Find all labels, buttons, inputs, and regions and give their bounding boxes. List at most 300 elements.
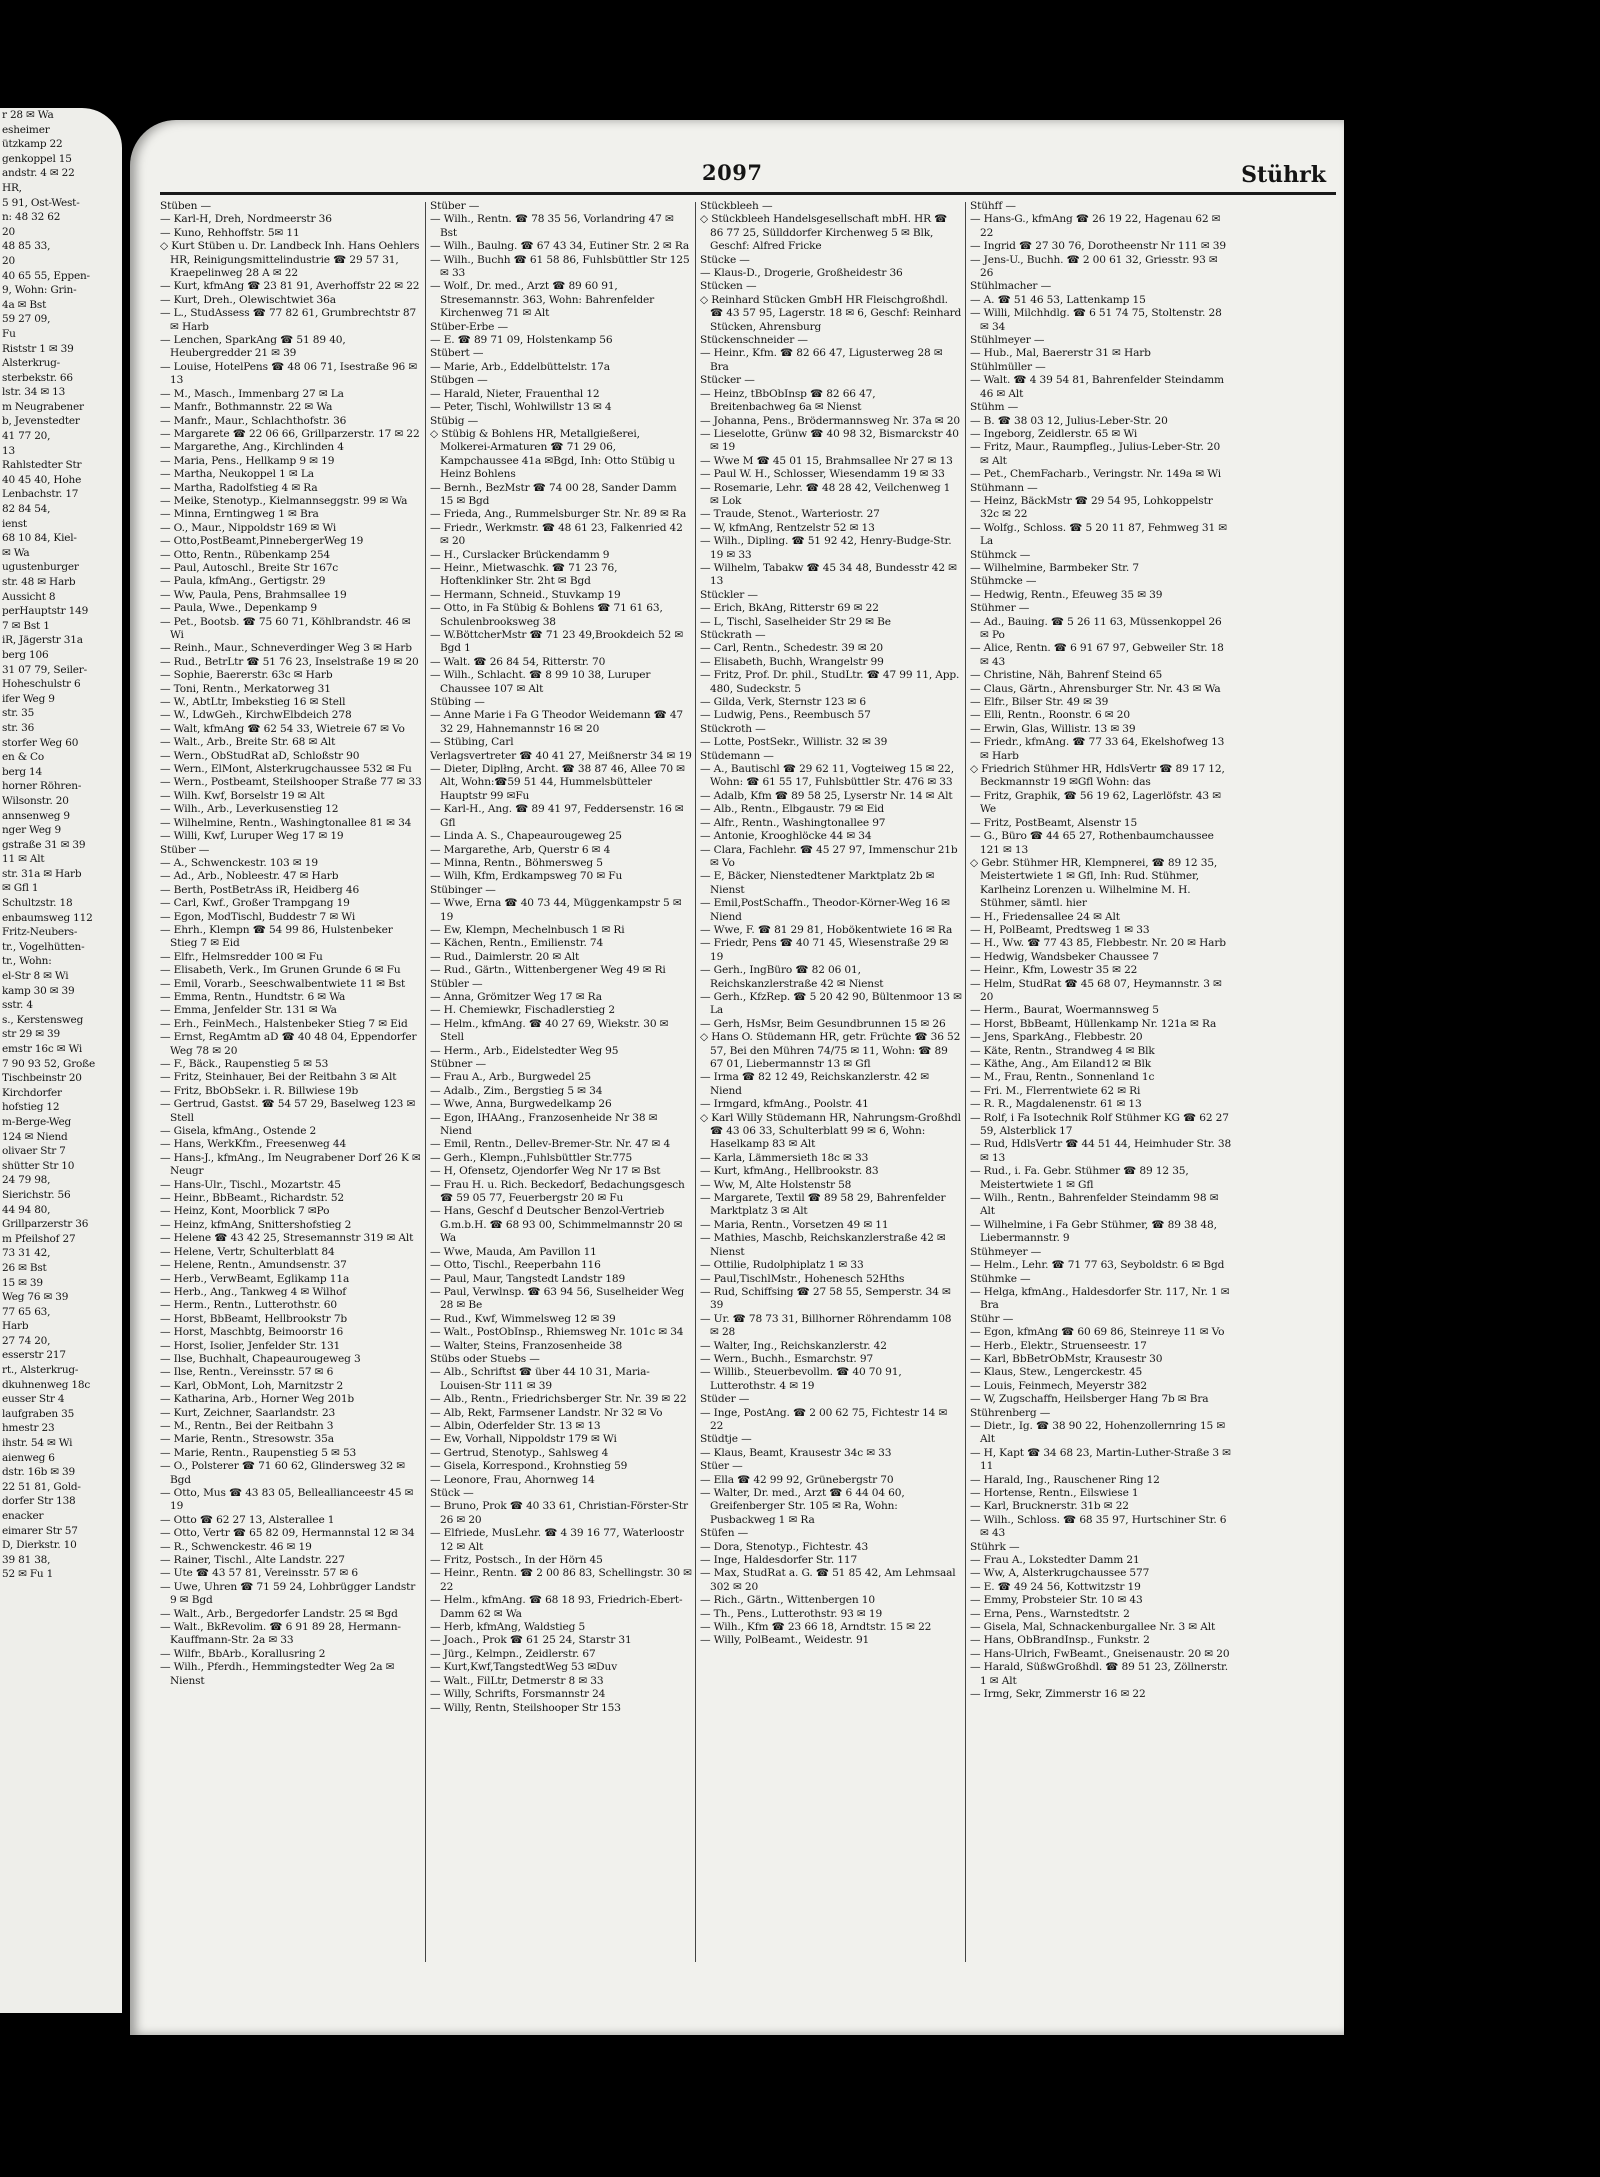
surname-heading: Stüfen — xyxy=(700,1527,749,1540)
left-page-line: enbaumsweg 112 xyxy=(2,911,93,924)
directory-entry: — Clara, Fachlehr. ☎ 45 27 97, Immenschur 21b ✉ Vo xyxy=(700,843,958,869)
directory-entry: — Herb, kfmAng, Waldstieg 5 xyxy=(430,1621,586,1634)
directory-entry: — Willib., Steuerbevollm. ☎ 40 70 91, Lutterothstr. 4 ✉ 19 xyxy=(700,1366,902,1392)
directory-entry: — Walt. ☎ 4 39 54 81, Bahrenfelder Steindamm 46 ✉ Alt xyxy=(970,374,1224,400)
directory-entry: — Wern., Postbeamt, Steilshooper Straße 77 ✉ 33 xyxy=(160,776,422,789)
left-page-line: 15 ✉ 39 xyxy=(2,1276,43,1289)
directory-entry: — Wilh., Arb., Leverkusenstieg 12 xyxy=(160,803,339,816)
left-page-line: m Neugrabener xyxy=(2,400,84,413)
surname-heading: Stückrath — xyxy=(700,629,766,641)
surname-heading: Stühmeyer — xyxy=(970,1245,1042,1258)
directory-entry: — Alb., Schriftst ☎ über 44 10 31, Maria-Louisen-Str 111 ✉ 39 xyxy=(430,1366,650,1392)
left-page-line: Kirchdorfer xyxy=(2,1086,62,1099)
left-page-line: 124 ✉ Niend xyxy=(2,1130,68,1143)
directory-entry: — Bernh., BezMstr ☎ 74 00 28, Sander Damm 15 ✉ Bgd xyxy=(430,481,677,507)
directory-entry: — Marie, Rentn., Raupenstieg 5 ✉ 53 xyxy=(160,1446,357,1459)
directory-entry: — Lieselotte, Grünw ☎ 40 98 32, Bismarckstr 40 ✉ 19 xyxy=(700,427,959,454)
left-page-line: genkoppel 15 xyxy=(2,152,72,165)
directory-entry: — E. ☎ 49 24 56, Kottwitzstr 19 xyxy=(970,1580,1141,1593)
left-page-line: horner Röhren- xyxy=(2,780,82,793)
left-page-line: storfer Weg 60 xyxy=(2,736,79,749)
left-page-line: 9, Wohn: Grin- xyxy=(2,284,77,297)
directory-entry: — A. ☎ 51 46 53, Lattenkamp 15 xyxy=(970,293,1146,306)
left-page-line: s., Kerstensweg xyxy=(2,1013,84,1026)
directory-entry: — Gerh, HsMsr, Beim Gesundbrunnen 15 ✉ 26 xyxy=(700,1017,946,1030)
left-page-line: 73 31 42, xyxy=(2,1247,51,1260)
directory-entry: — Linda A. S., Chapeaurougeweg 25 xyxy=(430,830,622,843)
directory-entry: — Elfriede, MusLehr. ☎ 4 39 16 77, Waterloostr 12 ✉ Alt xyxy=(430,1527,684,1553)
directory-entry: — Wilhelmine, i Fa Gebr Stühmer, ☎ 89 38 48, Liebermannstr. 9 xyxy=(970,1218,1217,1245)
left-page-line: berg 14 xyxy=(2,765,42,778)
directory-entry: — Ww, A, Alsterkrugchaussee 577 xyxy=(970,1567,1150,1580)
surname-heading: Stühm — xyxy=(970,401,1019,414)
directory-entry: — Rud, Schiffsing ☎ 27 58 55, Semperstr. 34 ✉ 39 xyxy=(700,1285,951,1312)
left-page-line: 41 77 20, xyxy=(2,430,51,443)
left-page-line: str. 35 xyxy=(2,707,35,720)
surname-heading: Stübgen — xyxy=(430,374,488,387)
directory-entry: — Fritz, Maur., Raumpfleg., Julius-Leber-Str. 20 ✉ Alt xyxy=(970,441,1221,467)
directory-entry: — Frau A., Lokstedter Damm 21 xyxy=(970,1554,1140,1567)
directory-entry: — Adalb, Kfm ☎ 89 58 25, Lyserstr Nr. 14 ✉ Alt xyxy=(700,789,953,802)
surname-heading: Stücke — xyxy=(700,253,750,266)
left-page-line: 48 85 33, xyxy=(2,240,51,253)
directory-entry: — Paul, Verwlnsp. ☎ 63 94 56, Suselheider Weg 28 ✉ Be xyxy=(430,1285,685,1312)
directory-entry: — Horst, BbBeamt, Hüllenkamp Nr. 121a ✉ Ra xyxy=(970,1017,1217,1030)
directory-entry: — Walt., PostObInsp., Rhiemsweg Nr. 101c ✉ 34 xyxy=(430,1326,684,1339)
directory-entry: — Martha, Radolfstieg 4 ✉ Ra xyxy=(160,481,318,494)
directory-entry: — Ehrh., Klempn ☎ 54 99 86, Hulstenbeker Stieg 7 ✉ Eid xyxy=(160,923,393,950)
left-page-line: str. 48 ✉ Harb xyxy=(2,576,76,588)
directory-entry: — Margarete ☎ 22 06 66, Grillparzerstr. 17 ✉ 22 xyxy=(160,427,420,440)
directory-entry: — Louis, Feinmech, Meyerstr 382 xyxy=(970,1379,1147,1392)
directory-entry: — Wilh, Kfm, Erdkampsweg 70 ✉ Fu xyxy=(430,870,623,883)
left-page-line: kamp 30 ✉ 39 xyxy=(2,984,75,997)
directory-entry: — Wilfr., BbArb., Korallusring 2 xyxy=(160,1647,326,1660)
directory-entry: — Paul, Autoschl., Breite Str 167c xyxy=(160,561,339,574)
directory-entry: — Frieda, Ang., Rummelsburger Str. Nr. 89 ✉ Ra xyxy=(430,508,687,521)
directory-entry: — Ludwig, Pens., Reembusch 57 xyxy=(700,709,871,722)
left-page-line: 20 xyxy=(2,225,15,238)
left-page-line: Fritz-Neubers- xyxy=(2,926,78,939)
directory-entry: — H., Friedensallee 24 ✉ Alt xyxy=(970,910,1120,923)
left-page-line: ✉ Wa xyxy=(2,546,30,559)
surname-heading: Stübert — xyxy=(430,347,484,360)
left-page-line: Aussicht 8 xyxy=(2,590,56,603)
directory-entry: — Emma, Jenfelder Str. 131 ✉ Wa xyxy=(160,1004,337,1017)
directory-entry: — M., Rentn., Bei der Reitbahn 3 xyxy=(160,1419,334,1432)
left-page-line: hofstieg 12 xyxy=(2,1101,60,1114)
directory-entry: — Ottilie, Rudolphiplatz 1 ✉ 33 xyxy=(700,1259,864,1272)
directory-entry: — Rud., Kwf, Wimmelsweg 12 ✉ 39 xyxy=(430,1312,616,1325)
directory-entry: — Kächen, Rentn., Emilienstr. 74 xyxy=(430,937,604,950)
directory-entry: — Helm., Lehr. ☎ 71 77 63, Seyboldstr. 6 ✉ Bgd xyxy=(970,1259,1225,1272)
directory-entry: — Helm., kfmAng. ☎ 68 18 93, Friedrich-Ebert-Damm 62 ✉ Wa xyxy=(430,1594,683,1620)
column-divider xyxy=(965,202,966,1962)
directory-entry: — Heinz, Kont, Moorblick 7 ✉Po xyxy=(160,1205,330,1218)
directory-entry: — Helm., kfmAng. ☎ 40 27 69, Wiekstr. 30 ✉ Stell xyxy=(430,1017,669,1044)
left-page-line: en & Co xyxy=(2,751,44,764)
page-headword: Stührk xyxy=(1241,162,1326,188)
surname-heading: Stüber — xyxy=(430,200,480,212)
left-page-line: 7 ✉ Bst 1 xyxy=(2,619,50,632)
directory-entry: — Alfr., Rentn., Washingtonallee 97 xyxy=(700,816,886,829)
directory-entry: — Horst, BbBeamt, Hellbrookstr 7b xyxy=(160,1312,348,1325)
directory-column-2 xyxy=(430,200,692,1960)
directory-entry: — Sophie, Baererstr. 63c ✉ Harb xyxy=(160,669,333,682)
directory-entry: — Erwin, Glas, Willistr. 13 ✉ 39 xyxy=(970,722,1136,735)
directory-entry: — Hans-Ulr., Tischl., Mozartstr. 45 xyxy=(160,1178,341,1191)
directory-entry: — Horst, Maschbtg, Beimoorstr 16 xyxy=(160,1326,344,1339)
left-page-line: el-Str 8 ✉ Wi xyxy=(2,970,69,983)
left-page-line: tr., Vogelhütten- xyxy=(2,940,85,953)
directory-entry: — E, Bäcker, Nienstedtener Marktplatz 2b ✉ Nienst xyxy=(700,870,935,896)
directory-entry: — Dietr., Ig. ☎ 38 90 22, Hohenzollernring 15 ✉ Alt xyxy=(970,1419,1226,1446)
directory-entry: — Lotte, PostSekr., Willistr. 32 ✉ 39 xyxy=(700,736,888,749)
directory-entry: — Fritz, PostBeamt, Alsenstr 15 xyxy=(970,816,1138,829)
directory-entry: — Willy, Rentn, Steilshooper Str 153 xyxy=(430,1701,621,1714)
directory-entry: — Rolf, i Fa Isotechnik Rolf Stühmer KG ☎ 62 27 59, Alsterblick 17 xyxy=(970,1111,1229,1138)
directory-entry: — Joach., Prok ☎ 61 25 24, Starstr 31 xyxy=(430,1634,632,1647)
directory-entry: — Wilhelm, Tabakw ☎ 45 34 48, Bundesstr 42 ✉13 xyxy=(700,561,957,588)
directory-entry: — Wwe, F. ☎ 81 29 81, Hobökentwiete 16 ✉ Ra xyxy=(700,923,953,936)
directory-page xyxy=(130,120,1344,2035)
left-page-line: n: 48 32 62 xyxy=(2,211,61,224)
directory-entry: ◇ Friedrich Stühmer HR, HdlsVertr ☎ 89 17 12, Beckmannstr 19 ✉Gfl Wohn: das xyxy=(970,763,1225,789)
directory-entry: — Emil, Rentn., Dellev-Bremer-Str. Nr. 47 ✉ 4 xyxy=(430,1138,671,1151)
directory-entry: — Inge, PostAng. ☎ 2 00 62 75, Fichtestr 14 ✉ 22 xyxy=(700,1406,948,1432)
directory-entry: — Irmg, Sekr, Zimmerstr 16 ✉ 22 xyxy=(970,1688,1146,1701)
left-page-line: dkuhnenweg 18c xyxy=(2,1378,91,1391)
left-page-line: 20 xyxy=(2,254,15,267)
left-page-line: iR, Jägerstr 31a xyxy=(2,634,83,647)
directory-entry: — Paula, kfmAng., Gertigstr. 29 xyxy=(160,575,326,588)
surname-heading: Stückroth — xyxy=(700,722,766,735)
header-rule xyxy=(160,192,1336,195)
directory-entry: — Helene ☎ 43 42 25, Stresemannstr 319 ✉ Alt xyxy=(160,1232,414,1245)
left-page-line: perHauptstr 149 xyxy=(2,605,89,618)
directory-entry: — Egon, kfmAng ☎ 60 69 86, Steinreye 11 ✉ Vo xyxy=(970,1326,1225,1339)
page-number: 2097 xyxy=(702,160,763,185)
left-page-line: aienweg 6 xyxy=(2,1451,55,1464)
directory-entry: — Gertrud, Gastst. ☎ 54 57 29, Baselweg 123 ✉ Stell xyxy=(160,1098,416,1124)
directory-entry: — Elisabeth, Verk., Im Grunen Grunde 6 ✉ Fu xyxy=(160,964,401,977)
directory-entry: — Egon, IHAAng., Franzosenheide Nr 38 ✉ Niend xyxy=(430,1111,658,1138)
left-page-line: nger Weg 9 xyxy=(2,824,61,837)
directory-entry: — Wolfg., Schloss. ☎ 5 20 11 87, Fehmweg 31 ✉ La xyxy=(970,521,1228,548)
surname-heading: Stübinger — xyxy=(430,883,496,896)
left-page-line: b, Jevenstedter xyxy=(2,415,80,428)
left-page-line: Weg 76 ✉ 39 xyxy=(2,1291,69,1304)
directory-entry: — Jens-U., Buchh. ☎ 2 00 61 32, Griesstr. 93 ✉ 26 xyxy=(970,253,1218,280)
directory-entry: ◇ Stückbleeh Handelsgesellschaft mbH. HR ☎ 86 77 25, Süllddorfer Kirchenweg 5 ✉ Blk, Geschf: Alfred Fricke xyxy=(700,213,948,253)
directory-entry: — R., Schwenckestr. 46 ✉ 19 xyxy=(160,1540,312,1553)
directory-entry: — Helm, StudRat ☎ 45 68 07, Heymannstr. 3 ✉ 20 xyxy=(970,977,1222,1003)
directory-entry: — Wilh., Rentn. ☎ 78 35 56, Vorlandring 47 ✉ Bst xyxy=(430,213,674,239)
directory-entry: — Käte, Rentn., Strandweg 4 ✉ Blk xyxy=(970,1044,1155,1057)
directory-entry: — Max, StudRat a. G. ☎ 51 85 42, Am Lehmsaal 302 ✉ 20 xyxy=(700,1567,956,1593)
left-page-line: Fu xyxy=(2,327,16,340)
directory-entry: — A., Bautischl ☎ 29 62 11, Vogteiweg 15 ✉ 22, Wohn: ☎ 61 55 17, Fuhlsbüttler Str. 476 ✉ 33 xyxy=(700,763,954,789)
directory-entry: — Gertrud, Stenotyp., Sahlsweg 4 xyxy=(430,1446,609,1459)
directory-entry: — Fritz, Postsch., In der Hörn 45 xyxy=(430,1554,603,1567)
directory-entry: — Anna, Grömitzer Weg 17 ✉ Ra xyxy=(430,990,602,1003)
directory-entry: — Friedr., Werkmstr. ☎ 48 61 23, Falkenried 42 ✉ 20 xyxy=(430,521,683,548)
directory-entry: — Marie, Rentn., Stresowstr. 35a xyxy=(160,1433,334,1446)
directory-entry: — Heinz, kfmAng, Snittershofstieg 2 xyxy=(160,1218,352,1231)
left-page-line: lstr. 34 ✉ 13 xyxy=(2,386,66,399)
directory-entry: — Irma ☎ 82 12 49, Reichskanzlerstr. 42 ✉ Niend xyxy=(700,1071,930,1097)
surname-heading: Stübs oder Stuebs — xyxy=(430,1352,540,1365)
directory-entry: — Wolf., Dr. med., Arzt ☎ 89 60 91, Stresemannstr. 363, Wohn: Bahrenfelder Kirchenweg 71 ✉ Alt xyxy=(430,280,655,320)
left-page-line: Grillparzerstr 36 xyxy=(2,1218,89,1231)
surname-heading: Stückler — xyxy=(700,588,758,601)
left-page-line: HR, xyxy=(2,181,22,194)
directory-entry: — Paul,TischlMstr., Hohenesch 52Hths xyxy=(700,1272,905,1285)
left-page-line: shütter Str 10 xyxy=(2,1159,75,1172)
directory-entry: — Hans, ObBrandInsp., Funkstr. 2 xyxy=(970,1634,1150,1647)
surname-heading: Stücken — xyxy=(700,280,757,293)
directory-entry: — Minna, Erntingweg 1 ✉ Bra xyxy=(160,508,319,521)
left-page-line: Hoheschulstr 6 xyxy=(2,678,81,691)
directory-entry: — Pet., Bootsb. ☎ 75 60 71, Köhlbrandstr. 46 ✉ Wi xyxy=(160,615,411,641)
directory-entry: — Ad., Bauing. ☎ 5 26 11 63, Müssenkoppel 26 ✉ Po xyxy=(970,615,1222,641)
left-page-line: enacker xyxy=(2,1510,44,1522)
directory-column-1 xyxy=(160,200,422,1960)
directory-entry: — Rud., Gärtn., Wittenbergener Weg 49 ✉ Ri xyxy=(430,964,666,977)
directory-column-4 xyxy=(970,200,1232,1960)
surname-heading: Stührk — xyxy=(970,1540,1020,1553)
directory-entry: — Gisela, Mal, Schnackenburgallee Nr. 3 ✉ Alt xyxy=(970,1621,1216,1634)
left-page-line: eimarer Str 57 xyxy=(2,1524,78,1537)
directory-entry: — Wilh., Baulng. ☎ 67 43 34, Eutiner Str. 2 ✉ Ra xyxy=(430,240,690,253)
directory-entry: — Gisela, Korrespond., Krohnstieg 59 xyxy=(430,1460,628,1473)
surname-heading: Stübner — xyxy=(430,1058,486,1070)
directory-entry: — Wilh., Buchh ☎ 61 58 86, Fuhlsbüttler Str 125 ✉ 33 xyxy=(430,253,690,280)
directory-entry: — Kurt, Dreh., Olewischtwiet 36a xyxy=(160,293,336,306)
directory-entry: — Wwe, Anna, Burgwedelkamp 26 xyxy=(430,1098,612,1111)
directory-entry: — Herm., Baurat, Woermannsweg 5 xyxy=(970,1004,1159,1017)
directory-entry: — Hans-J., kfmAng., Im Neugrabener Dorf 26 K ✉ Neugr xyxy=(160,1151,421,1178)
directory-entry: — Kurt,Kwf,TangstedtWeg 53 ✉Duv xyxy=(430,1661,618,1674)
directory-entry: — Karl, BbBetrObMstr, Krausestr 30 xyxy=(970,1352,1163,1365)
directory-entry: — H, Kapt ☎ 34 68 23, Martin-Luther-Straße 3 ✉ 11 xyxy=(970,1446,1231,1473)
directory-entry: — E. ☎ 89 71 09, Holstenkamp 56 xyxy=(430,334,613,347)
directory-entry: — Otto, Vertr ☎ 65 82 09, Hermannstal 12 ✉ 34 xyxy=(160,1527,415,1540)
directory-entry: — Rud., BetrLtr ☎ 51 76 23, Inselstraße 19 ✉ 20 xyxy=(160,655,419,668)
directory-entry: — Herb., Elektr., Struenseestr. 17 xyxy=(970,1339,1147,1352)
directory-entry: — Fritz, Graphik, ☎ 56 19 62, Lagerlöfstr. 43 ✉ We xyxy=(970,789,1221,816)
left-page-line: 24 79 98, xyxy=(2,1174,51,1187)
directory-entry: ◇ Kurt Stüben u. Dr. Landbeck Inh. Hans Oehlers HR, Reinigungsmittelindustrie ☎ 29 57 31, Kraepelinweg 28 A ✉ 22 xyxy=(160,240,420,280)
directory-entry: — W., AbtLtr, Imbekstieg 16 ✉ Stell xyxy=(160,696,346,709)
directory-entry: — Paula, Wwe., Depenkamp 9 xyxy=(160,602,317,615)
left-page-line: str. 36 xyxy=(2,721,35,734)
surname-heading: Stüber — xyxy=(160,843,210,856)
directory-entry: — Hedwig, Wandsbeker Chaussee 7 xyxy=(970,950,1159,963)
directory-entry: — Otto, Mus ☎ 43 83 05, Belleallianceestr 45 ✉ 19 xyxy=(160,1487,414,1513)
directory-entry: — Meike, Stenotyp., Kielmannseggstr. 99 ✉ Wa xyxy=(160,494,408,507)
directory-entry: — H., Ww. ☎ 77 43 85, Flebbestr. Nr. 20 ✉ Harb xyxy=(970,937,1226,950)
directory-entry: — Ilse, Buchhalt, Chapeaurougeweg 3 xyxy=(160,1352,361,1365)
directory-entry: — Harald, SüßwGroßhdl. ☎ 89 51 23, Zöllnerstr. 1 ✉ Alt xyxy=(970,1661,1228,1687)
left-page-line: ihstr. 54 ✉ Wi xyxy=(2,1437,73,1450)
directory-entry: — Hans, Geschf d Deutscher Benzol-Vertrieb G.m.b.H. ☎ 68 93 00, Schimmelmannstr 20 ✉ Wa xyxy=(430,1205,683,1245)
directory-entry: — Albin, Oderfelder Str. 13 ✉ 13 xyxy=(430,1419,601,1432)
directory-entry: — Walter, Dr. med., Arzt ☎ 6 44 04 60, Greifenberger Str. 105 ✉ Ra, Wohn: Pusbackweg 1 ✉ Ra xyxy=(700,1487,905,1526)
directory-entry: — Otto ☎ 62 27 13, Alsterallee 1 xyxy=(160,1513,335,1526)
directory-entry: — A., Schwenckestr. 103 ✉ 19 xyxy=(160,856,318,869)
left-page-line: r 28 ✉ Wa xyxy=(2,109,54,121)
directory-entry: — Wilh. Kwf, Borselstr 19 ✉ Alt xyxy=(160,789,325,802)
surname-heading: Stühr — xyxy=(970,1312,1014,1325)
directory-column-3 xyxy=(700,200,962,1960)
directory-entry: — Herm., Arb., Eidelstedter Weg 95 xyxy=(430,1044,619,1057)
directory-entry: — Stübing, Carl xyxy=(430,736,514,749)
directory-entry: — Emil,PostSchaffn., Theodor-Körner-Weg 16 ✉ Niend xyxy=(700,897,950,923)
directory-entry: — Wern., ObStudRat aD, Schloßstr 90 xyxy=(160,749,360,762)
directory-entry: — Ew, Klempn, Mechelnbusch 1 ✉ Ri xyxy=(430,923,625,936)
left-page-line: 31 07 79, Seiler- xyxy=(2,663,87,676)
surname-heading: Stücker — xyxy=(700,374,755,387)
directory-entry: — Hortense, Rentn., Eilswiese 1 xyxy=(970,1487,1139,1499)
directory-entry: — Herb., VerwBeamt, Eglikamp 11a xyxy=(160,1272,350,1285)
directory-entry: — Fritz, Steinhauer, Bei der Reitbahn 3 ✉ Alt xyxy=(160,1071,397,1084)
directory-entry: — Willy, Schrifts, Forsmannstr 24 xyxy=(430,1688,606,1701)
left-page-line: sterbekstr. 66 xyxy=(2,371,73,384)
directory-entry: — Herm., Rentn., Lutterothstr. 60 xyxy=(160,1299,337,1312)
left-page-line: 5 91, Ost-West- xyxy=(2,196,80,209)
left-page-line: annsenweg 9 xyxy=(2,809,70,822)
surname-heading: Stühmck — xyxy=(970,548,1031,561)
left-page-line: str. 31a ✉ Harb xyxy=(2,867,82,880)
directory-entry: — Reinh., Maur., Schneverdinger Weg 3 ✉ Harb xyxy=(160,642,412,655)
directory-entry: — Maria, Rentn., Vorsetzen 49 ✉ 11 xyxy=(700,1218,889,1231)
left-page-line: ienst xyxy=(2,517,27,530)
left-page-line: Alsterkrug- xyxy=(2,357,60,370)
directory-entry: — Carl, Kwf., Großer Trampgang 19 xyxy=(160,897,350,910)
left-page-line: str 29 ✉ 39 xyxy=(2,1028,60,1041)
directory-entry: — Katharina, Arb., Horner Weg 201b xyxy=(160,1393,355,1406)
directory-entry: — Rud., Daimlerstr. 20 ✉ Alt xyxy=(430,950,580,963)
directory-entry: — Wern., ElMont, Alsterkrugchaussee 532 ✉ Fu xyxy=(160,763,412,776)
left-page-line: emstr 16c ✉ Wi xyxy=(2,1043,83,1055)
directory-entry: — Dieter, Diplłng, Archt. ☎ 38 87 46, Allee 70 ✉ Alt, Wohn:☎59 51 44, Hummelsbütteler Hauptstr 99 ✉Fu xyxy=(430,763,685,802)
column-divider xyxy=(695,202,696,1962)
directory-entry: — Alice, Rentn. ☎ 6 91 67 97, Gebweiler Str. 18 ✉ 43 xyxy=(970,642,1224,668)
directory-entry: — Ingeborg, Zeidlerstr. 65 ✉ Wi xyxy=(970,427,1138,440)
directory-entry: — B. ☎ 38 03 12, Julius-Leber-Str. 20 xyxy=(970,414,1168,427)
left-page-line: berg 106 xyxy=(2,648,49,661)
directory-entry: — Harald, Nieter, Frauenthal 12 xyxy=(430,387,600,400)
directory-entry: — Egon, ModTischl, Buddestr 7 ✉ Wi xyxy=(160,910,356,923)
directory-entry: — Peter, Tischl, Wohlwillstr 13 ✉ 4 xyxy=(430,401,612,414)
left-page-line: 77 65 63, xyxy=(2,1305,51,1318)
directory-entry: — Willi, Kwf, Luruper Weg 17 ✉ 19 xyxy=(160,830,344,843)
directory-entry: — Elfr., Helmsredder 100 ✉ Fu xyxy=(160,950,323,963)
directory-entry: — Louise, HotelPens ☎ 48 06 71, Isestraße 96 ✉ 13 xyxy=(160,360,418,387)
directory-entry: — Ute ☎ 43 57 81, Vereinsstr. 57 ✉ 6 xyxy=(160,1567,358,1580)
directory-entry: ◇ Reinhard Stücken GmbH HR Fleischgroßhdl. ☎ 43 57 95, Lagerstr. 18 ✉ 6, Geschf: Reinhard Stücken, Ahrensburg xyxy=(700,293,962,333)
left-page-line: 13 xyxy=(2,444,15,457)
directory-entry: — Erich, BkAng, Ritterstr 69 ✉ 22 xyxy=(700,602,879,615)
directory-entry: — Karl-H, Dreh, Nordmeerstr 36 xyxy=(160,213,332,226)
surname-heading: Stühlmacher — xyxy=(970,280,1052,293)
directory-entry: — Ernst, RegAmtm aD ☎ 40 48 04, Eppendorfer Weg 78 ✉ 20 xyxy=(160,1031,417,1057)
directory-entry: — Klaus, Stew., Lengerckestr. 45 xyxy=(970,1366,1143,1379)
directory-entry: — Wilhelmine, Rentn., Washingtonallee 81 ✉ 34 xyxy=(160,816,412,829)
surname-heading: Stühmann — xyxy=(970,481,1038,494)
surname-heading: Stüben — xyxy=(160,200,211,212)
directory-entry: — Rosemarie, Lehr. ☎ 48 28 42, Veilchenweg 1 ✉ Lok xyxy=(700,481,951,507)
directory-entry: — Johanna, Pens., Brödermannsweg Nr. 37a ✉ 20 xyxy=(700,414,961,427)
directory-entry: — Walt., BkRevolim. ☎ 6 91 89 28, Hermann-Kauffmann-Str. 2a ✉ 33 xyxy=(160,1621,401,1647)
directory-entry: — Hans, WerkKfm., Freesenweg 44 xyxy=(160,1138,347,1151)
directory-entry: — Heinr., Kfm, Lowestr 35 ✉ 22 xyxy=(970,964,1138,977)
left-page-line: 7 90 93 52, Große xyxy=(2,1057,96,1070)
directory-entry: — Klaus, Beamt, Krausestr 34c ✉ 33 xyxy=(700,1446,892,1459)
directory-entry: — Th., Pens., Lutterothstr. 93 ✉ 19 xyxy=(700,1607,883,1620)
left-page-line: ugustenburger xyxy=(2,561,79,574)
directory-entry: — Hans-Ulrich, FwBeamt., Gneisenaustr. 20 ✉ 20 xyxy=(970,1647,1230,1660)
directory-entry: — R. R., Magdalenenstr. 61 ✉ 13 xyxy=(970,1098,1142,1111)
directory-entry: — Wwe, Mauda, Am Pavillon 11 xyxy=(430,1245,597,1258)
left-page-line: olivaer Str 7 xyxy=(2,1145,66,1158)
directory-entry: — Jens, SparkAng., Flebbestr. 20 xyxy=(970,1031,1143,1044)
column-divider xyxy=(425,202,426,1962)
left-page-line: rt., Alsterkrug- xyxy=(2,1364,79,1377)
surname-heading: Stübig — xyxy=(430,414,479,427)
directory-entry: — Emil, Vorarb., Seeschwalbentwiete 11 ✉ Bst xyxy=(160,977,406,990)
left-page-line: Harb xyxy=(2,1320,29,1333)
directory-entry: — L., StudAssess ☎ 77 82 61, Grumbrechtstr 87 ✉ Harb xyxy=(160,307,417,333)
directory-entry: — Kurt, kfmAng ☎ 23 81 91, Averhoffstr 22 ✉ 22 xyxy=(160,280,420,293)
directory-entry: — Manfr., Bothmannstr. 22 ✉ Wa xyxy=(160,401,333,414)
directory-entry: — Ww, Paula, Pens, Brahmsallee 19 xyxy=(160,588,347,601)
directory-entry: — Klaus-D., Drogerie, Großheidestr 36 xyxy=(700,267,903,280)
left-page-lines xyxy=(0,108,122,1582)
left-page-line: ützkamp 22 xyxy=(2,138,63,151)
directory-entry: — Ingrid ☎ 27 30 76, Dorotheenstr Nr 111 ✉ 39 xyxy=(970,240,1226,253)
directory-entry: — Ur. ☎ 78 73 31, Billhorner Röhrendamm 108 ✉ 28 xyxy=(700,1312,952,1339)
directory-entry: — Jürg., Kelmpn., Zeidlerstr. 67 xyxy=(430,1647,596,1660)
directory-entry: — Wilh., Schlacht. ☎ 8 99 10 38, Luruper Chaussee 107 ✉ Alt xyxy=(430,669,651,695)
directory-entry: — Leonore, Frau, Ahornweg 14 xyxy=(430,1473,595,1486)
directory-entry: — H. Chemiewkr, Fischadlerstieg 2 xyxy=(430,1004,615,1017)
directory-entry: — Emma, Rentn., Hundtstr. 6 ✉ Wa xyxy=(160,990,346,1003)
directory-entry: — Käthe, Ang., Am Eiland12 ✉ Blk xyxy=(970,1058,1152,1070)
directory-entry: — Karl, Brucknerstr. 31b ✉ 22 xyxy=(970,1500,1129,1513)
directory-entry: — Heinz, tBbObInsp ☎ 82 66 47, Breitenbachweg 6a ✉ Nienst xyxy=(700,387,876,414)
directory-entry: — Alb., Rentn., Elbgaustr. 79 ✉ Eid xyxy=(700,803,885,816)
surname-heading: Stühmcke — xyxy=(970,575,1037,588)
directory-entry: — Walt., Arb., Bergedorfer Landstr. 25 ✉ Bgd xyxy=(160,1607,398,1620)
left-page-line: 11 ✉ Alt xyxy=(2,853,45,866)
directory-entry: — Gerh., KfzRep. ☎ 5 20 42 90, Bültenmoor 13 ✉ La xyxy=(700,990,962,1017)
surname-heading: Stübler — xyxy=(430,977,483,990)
directory-entry: — Otto, Tischl., Reeperbahn 116 xyxy=(430,1259,601,1272)
directory-entry: — Fritz, Prof. Dr. phil., StudLtr. ☎ 47 99 11, App. 480, Sudeckstr. 5 xyxy=(700,669,960,695)
left-page-line: 40 65 55, Eppen- xyxy=(2,269,90,282)
directory-entry: — Paul W. H., Schlosser, Wiesendamm 19 ✉ 33 xyxy=(700,468,945,481)
directory-entry: — Fri. M., Flerrentwiete 62 ✉ Ri xyxy=(970,1084,1141,1097)
directory-entry: — Helga, kfmAng., Haldesdorfer Str. 117, Nr. 1 ✉ Bra xyxy=(970,1285,1230,1312)
directory-entry: — Hub., Mal, Baererstr 31 ✉ Harb xyxy=(970,347,1151,360)
left-page-line: laufgraben 35 xyxy=(2,1407,75,1420)
directory-entry: — Christine, Näh, Bahrenf Steind 65 xyxy=(970,669,1163,682)
directory-entry: — Otto, in Fa Stübig & Bohlens ☎ 71 61 63, Schulenbrooksweg 38 xyxy=(430,602,663,628)
directory-entry: — Karl-H., Ang. ☎ 89 41 97, Feddersenstr. 16 ✉ Gfl xyxy=(430,803,684,829)
left-page-line: dorfer Str 138 xyxy=(2,1495,76,1508)
